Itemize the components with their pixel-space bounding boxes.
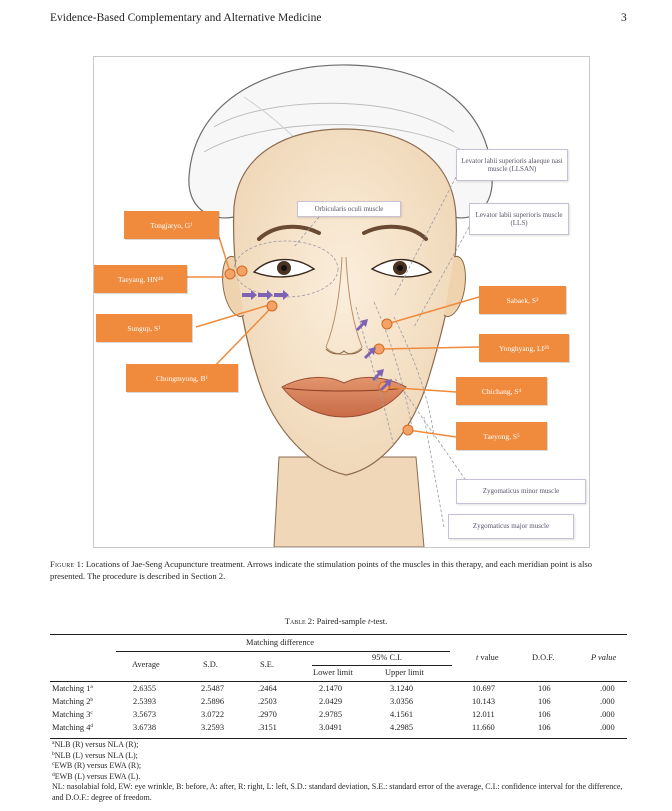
table-footnote: $^a$NLB (R) versus NLA (R);	[52, 740, 139, 749]
table-cell: .3151	[258, 723, 277, 732]
table-bottom-rule	[50, 738, 627, 739]
table-cell: 4.1561	[390, 710, 414, 719]
table-cell: .000	[600, 697, 615, 706]
acupoint-dot-taeyang	[237, 266, 247, 276]
page-number: 3	[621, 12, 627, 24]
table-footnote: $^c$EWB (R) versus EWA (R);	[52, 761, 142, 770]
acupoint-label-taeyang: Taeyang, HN 46	[94, 265, 187, 293]
table-cell: 4.2985	[390, 723, 414, 732]
table-cell: .2464	[258, 684, 277, 693]
figure-1	[93, 56, 590, 548]
muscle-label-orbicularis-oculi: Orbicularis oculi muscle	[297, 201, 401, 217]
face	[234, 129, 457, 475]
acupoint-dot-taeyong	[403, 425, 413, 435]
table-cell: .2970	[258, 710, 277, 719]
table-cell: .000	[600, 710, 615, 719]
table-cell: 3.2593	[201, 723, 225, 732]
table-cell: 3.1240	[390, 684, 414, 693]
table-cell: .000	[600, 723, 615, 732]
table-group-rule	[116, 651, 450, 652]
table-cell: 11.660	[472, 723, 495, 732]
col-header-dof: D.O.F.	[532, 653, 555, 662]
col-header-sd: S.D.	[203, 660, 218, 669]
table-ci-rule	[312, 665, 452, 666]
table-cell: 3.0356	[390, 697, 414, 706]
table-top-rule	[50, 634, 627, 635]
col-header-se: S.E.	[260, 660, 274, 669]
col-header-t-value: t value	[476, 653, 499, 662]
table-cell: .2503	[258, 697, 277, 706]
table-cell: 2.5896	[201, 697, 225, 706]
col-header-average: Average	[132, 660, 160, 669]
table-cell: 12.011	[472, 710, 495, 719]
table-cell: 2.0429	[319, 697, 343, 706]
table-cell: 106	[538, 710, 551, 719]
table-cell: 3.5673	[133, 710, 157, 719]
table-row-label: Matching 1$^a$	[52, 684, 93, 693]
acupoint-label-yonghyang: Yonghyang, LI 20	[479, 334, 569, 362]
acupoint-dot-tongjaryo	[225, 269, 235, 279]
table-title: Table 2: Paired-sample t-test.	[284, 616, 388, 626]
table-cell: 2.1470	[319, 684, 343, 693]
table-ci-header: 95% C.I.	[372, 653, 403, 662]
muscle-label-llsan: Levator labii superioris alaeque nasi muscle (LLSAN)	[456, 149, 568, 181]
table-cell: 3.0491	[319, 723, 343, 732]
col-header-lower-limit: Lower limit	[313, 668, 353, 677]
table-cell: 2.9785	[319, 710, 343, 719]
table-cell: 3.0722	[201, 710, 225, 719]
table-cell: 2.6355	[133, 684, 157, 693]
table-cell: 2.5393	[133, 697, 157, 706]
acupoint-label-chongmyong: Chongmyong, B 1	[126, 364, 238, 392]
figure-caption	[50, 558, 627, 582]
table-row-label: Matching 4$^d$	[52, 723, 94, 732]
table-cell: 2.5487	[201, 684, 225, 693]
col-header-p-value: P value	[591, 653, 617, 662]
acupoint-dot-sungup	[267, 301, 277, 311]
acupoint-label-sabaek: Sabaek, S 2	[479, 286, 566, 314]
table-cell: 106	[538, 684, 551, 693]
table-cell: 106	[538, 697, 551, 706]
table-group-header: Matching difference	[246, 638, 314, 647]
muscle-label-zygomaticus-minor: Zygomaticus minor muscle	[456, 479, 586, 504]
table-footnote: $^d$EWB (L) versus EWA (L).	[52, 771, 141, 781]
table-row-label: Matching 3$^c$	[52, 710, 93, 719]
table-notes: NL: nasolabial fold, EW: eye wrinkle, B: before, A: after, R: right, L: left, S.D.: standard deviation, S.E.: standard error of the average, C.I.: confidence interval for the difference, and D.O.F.: degree of freedom.	[52, 782, 623, 802]
muscle-label-lls: Levator labii superioris muscle (LLS)	[469, 203, 569, 235]
running-header-title: Evidence-Based Complementary and Alternative Medicine	[50, 12, 322, 24]
figure-caption-label: Figure 1:	[50, 559, 84, 569]
table-cell: .000	[600, 684, 615, 693]
table-cell: 3.6738	[133, 723, 157, 732]
table-cell: 10.143	[472, 697, 496, 706]
table-cell: 106	[538, 723, 551, 732]
table-footnote: $^b$NLB (L) versus NLA (L);	[52, 750, 138, 760]
acupoint-label-chichang: Chichang, S 4	[456, 377, 547, 405]
table-cell: 10.697	[472, 684, 496, 693]
acupoint-label-taeyong: Taeyong, S 5	[456, 422, 547, 450]
acupoint-label-sungup: Sungup, S 1	[96, 314, 192, 342]
acupoint-dot-sabaek	[382, 319, 392, 329]
figure-caption-text: Locations of Jae-Seng Acupuncture treatment. Arrows indicate the stimulation points of the muscles in this therapy, and each meridian point is also presented. The procedure is described in Section 2.	[50, 559, 593, 581]
table-row-label: Matching 2$^b$	[52, 697, 94, 706]
col-header-upper-limit: Upper limit	[385, 668, 424, 677]
acupoint-label-tongjaryo: Tongjaryo, G 1	[124, 211, 219, 239]
table-header-rule	[50, 681, 627, 682]
muscle-label-zygomaticus-major: Zygomaticus major muscle	[448, 514, 574, 539]
